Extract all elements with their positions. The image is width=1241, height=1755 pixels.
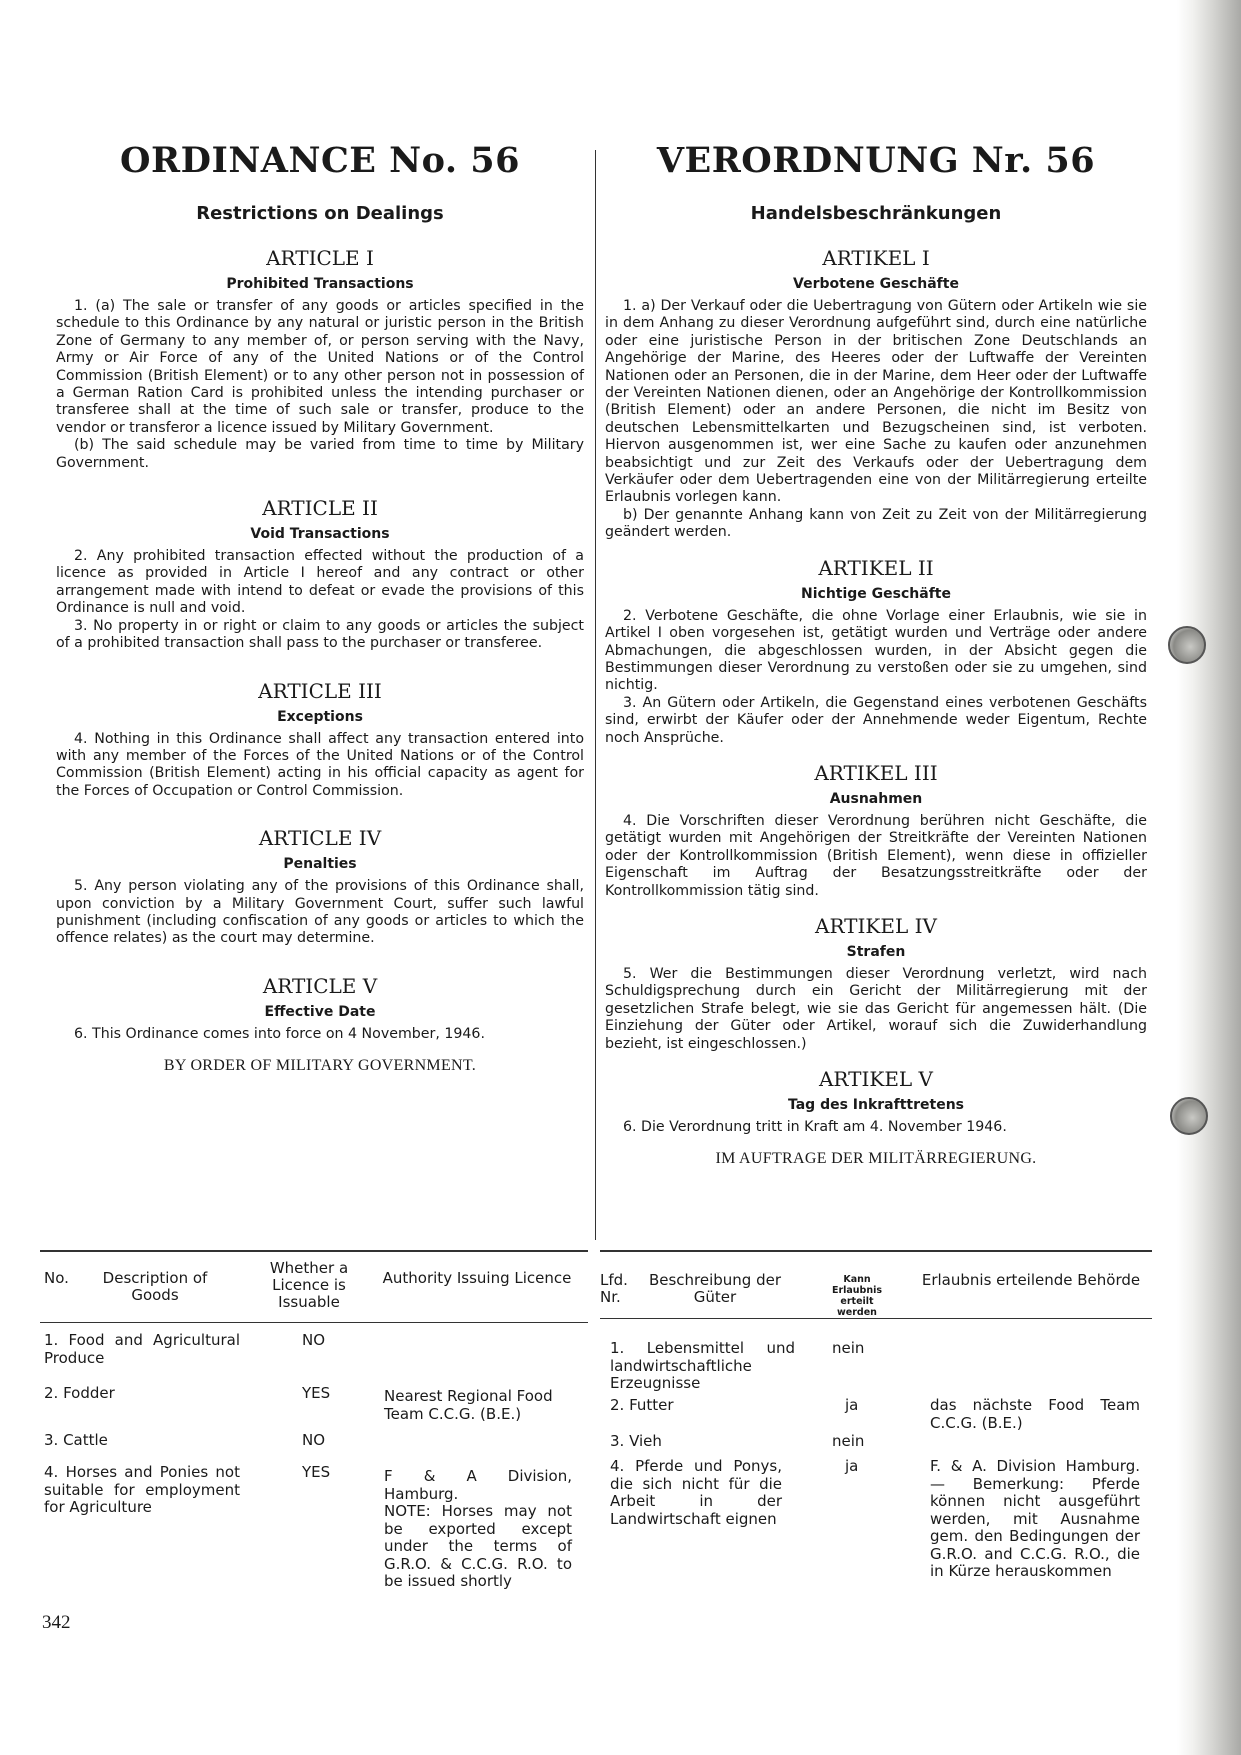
- table-header: Authority Issuing Licence: [382, 1269, 572, 1287]
- table-cell-authority: Nearest Regional Food Team C.C.G. (B.E.): [384, 1387, 553, 1423]
- english-schedule-table: [40, 1250, 588, 1610]
- article-heading: ARTICLE III: [258, 678, 382, 703]
- table-cell-issuable: YES: [302, 1463, 331, 1481]
- article-heading: ARTIKEL V: [818, 1067, 933, 1091]
- table-cell-description: 4. Horses and Ponies not suitable for employment for Agriculture: [44, 1463, 240, 1516]
- article-subheading: Prohibited Transactions: [226, 276, 414, 292]
- order-signature: BY ORDER OF MILITARY GOVERNMENT.: [163, 1057, 477, 1075]
- table-header: Erlaubnis erteilende Behörde: [921, 1271, 1141, 1289]
- table-cell-authority: F. & A. Division Hamburg. — Bemerkung: Pferde können nicht ausgeführt werden, mit Ausnahme gem. den Bedingungen der G.R.O. and C.C.G. R.O., die in Kürze herauskommen: [930, 1457, 1140, 1580]
- table-header: Whether a Licence is Issuable: [269, 1259, 349, 1311]
- table-cell-issuable: ja: [845, 1396, 859, 1414]
- english-title: ORDINANCE No. 56: [120, 140, 520, 181]
- table-rule: [40, 1250, 588, 1252]
- article-paragraph: 6. This Ordinance comes into force on 4 November, 1946.: [74, 1025, 485, 1042]
- table-header: Beschreibung der Güter: [648, 1271, 782, 1306]
- order-signature: IM AUFTRAGE DER MILITÄRREGIERUNG.: [715, 1150, 1037, 1168]
- article-subheading: Strafen: [846, 943, 906, 960]
- article-subheading: Exceptions: [277, 708, 363, 725]
- article-paragraph: 6. Die Verordnung tritt in Kraft am 4. November 1946.: [623, 1119, 1007, 1135]
- table-cell-description: 2. Futter: [610, 1396, 674, 1414]
- article-paragraph: 3. An Gütern oder Artikeln, die Gegenstand eines verbotenen Geschäfts sind, erwirbt der Käufer oder der Annehmende weder Eigentum, Rechte noch Ansprüche.: [605, 694, 1147, 746]
- article-heading: ARTICLE IV: [258, 826, 382, 851]
- article-heading: ARTIKEL III: [814, 760, 938, 785]
- article-paragraph: 5. Wer die Bestimmungen dieser Verordnung verletzt, wird nach Schuldigsprechung durch ein Gericht der Militärregierung mit der gesetzlichen Strafe belegt, wie sie das Gericht für angemessen hält. (Die Einziehung der Güter oder Artikel, worauf sich die Zuwiderhandlung bezieht, ist eingeschlossen.): [605, 965, 1147, 1052]
- table-cell-issuable: nein: [832, 1339, 865, 1357]
- table-cell-description: 4. Pferde und Ponys, die sich nicht für die Arbeit in der Landwirtschaft eignen: [610, 1457, 782, 1528]
- table-cell-authority: F & A Division, Hamburg.: [384, 1467, 572, 1503]
- article-subheading: Nichtige Geschäfte: [801, 585, 951, 602]
- table-rule: [600, 1250, 1152, 1252]
- english-column: [56, 140, 584, 1075]
- article-paragraph: 3. No property in or right or claim to any goods or articles the subject of a prohibited transaction shall pass to the purchaser or transferee.: [56, 617, 584, 652]
- column-divider: [595, 150, 596, 1240]
- article-subheading: Effective Date: [264, 1003, 376, 1020]
- table-cell-description: 2. Fodder: [44, 1384, 115, 1402]
- table-rule: [600, 1318, 1152, 1319]
- binding-hole-icon: [1170, 1097, 1208, 1135]
- german-title: VERORDNUNG Nr. 56: [656, 140, 1096, 181]
- article-heading: ARTICLE V: [262, 973, 378, 998]
- article-heading: ARTICLE II: [262, 496, 378, 521]
- article-paragraph: 2. Verbotene Geschäfte, die ohne Vorlage einer Erlaubnis, wie sie in Artikel I oben vorgesehen ist, getätigt wurden und Verträge oder andere Abmachungen, die abgeschlossen wurden, in der Absicht gegen die Bestimmungen dieser Verordnung zu verstoßen oder sie zu umgehen, sind nichtig.: [605, 607, 1147, 694]
- article-heading: ARTIKEL I: [822, 246, 930, 270]
- article-paragraph: 4. Nothing in this Ordinance shall affect any transaction entered into with any member of the Forces of the United Nations or of the Control Commission (British Element) acting in his official capacity as agent for the Forces of Occupation or Control Commission.: [56, 730, 584, 799]
- article-paragraph: 1. a) Der Verkauf oder die Uebertragung von Gütern oder Artikeln wie sie in dem Anhang zu dieser Verordnung aufgeführt sind, durch eine natürliche oder eine juristische Person in der britischen Zone Deutschlands an Angehörige der Marine, des Heeres oder der Luftwaffe der Vereinten Nationen oder an Personen, die in der Marine, dem Heer oder der Luftwaffe der Vereinten Nationen dienen, oder an Angehörige der Kontrollkommission (British Element) oder an andere Personen, die nicht im Besitz von deutschen Lebensmittelkarten und Bezugscheinen sind, ist verboten. Hiervon ausgenommen ist, wer eine Sache zu kaufen oder anzunehmen beabsichtigt und zur Zeit des Verkaufs oder der Uebertragung dem Verkäufer oder dem Uebertragenden eine von der Militärregierung erteilte Erlaubnis vorlegen kann.: [605, 298, 1147, 506]
- table-cell-authority: das nächste Food Team C.C.G. (B.E.): [930, 1396, 1140, 1432]
- table-header: No.: [44, 1269, 69, 1287]
- table-cell-description: 3. Vieh: [610, 1432, 662, 1450]
- article-subheading: Verbotene Geschäfte: [793, 276, 959, 292]
- article-paragraph: (b) The said schedule may be varied from time to time by Military Government.: [56, 437, 584, 471]
- article-subheading: Penalties: [283, 856, 357, 873]
- article-paragraph: 2. Any prohibited transaction effected without the production of a licence as provided in Article I hereof and any contract or other arrangement made with intend to defeat or evade the provisions of this Ordinance is null and void.: [56, 548, 584, 617]
- article-heading: ARTIKEL IV: [815, 913, 937, 938]
- article-paragraph: 1. (a) The sale or transfer of any goods or articles specified in the schedule to this Ordinance by any natural or juristic person in the British Zone of Germany to any member of, or person serving with the Navy, Army or Air Force of any of the United Nations or of the Control Commission (British Element) or to any other person not in possession of a German Ration Card is prohibited unless the intending purchaser or transferee shall at the time of such sale or transfer, produce to the vendor or transferor a licence issued by Military Government.: [56, 298, 584, 436]
- article-heading: ARTICLE I: [266, 246, 374, 270]
- german-schedule-table: [600, 1250, 1152, 1610]
- article-paragraph: 4. Die Vorschriften dieser Verordnung berühren nicht Geschäfte, die getätigt wurden mit Angehörigen der Streitkräfte der Vereinten Nationen oder der Kontrollkommission (British Element), wenn diese in offizieller Eigenschaft im Auftrag der Besatzungsstreitkräfte oder der Kontrollkommission tätig sind.: [605, 812, 1147, 899]
- article-subheading: Ausnahmen: [829, 790, 923, 807]
- table-cell-description: 1. Lebensmittel und landwirtschaftliche Erzeugnisse: [610, 1339, 795, 1392]
- article-subheading: Void Transactions: [250, 526, 390, 543]
- english-subtitle: Restrictions on Dealings: [196, 203, 444, 224]
- table-rule: [40, 1322, 588, 1323]
- page-number: 342: [42, 1612, 71, 1633]
- german-subtitle: Handelsbeschränkungen: [750, 203, 1002, 224]
- article-paragraph: 5. Any person violating any of the provisions of this Ordinance shall, upon conviction by a Military Government Court, suffer such lawful punishment (including confiscation of any goods or articles to which the offence relates) as the court may determine.: [56, 878, 584, 947]
- german-column: [605, 140, 1147, 1168]
- table-cell-issuable: YES: [302, 1384, 331, 1402]
- article-heading: ARTIKEL II: [818, 555, 934, 580]
- article-subheading: Tag des Inkrafttretens: [787, 1097, 964, 1113]
- table-cell-issuable: NO: [302, 1431, 326, 1449]
- table-header: Description of Goods: [102, 1269, 208, 1304]
- table-cell-issuable: ja: [845, 1457, 859, 1475]
- table-header: Lfd. Nr.: [600, 1271, 628, 1306]
- table-cell-description: 1. Food and Agricultural Produce: [44, 1331, 240, 1367]
- binding-hole-icon: [1168, 626, 1206, 664]
- table-cell-issuable: nein: [832, 1432, 865, 1450]
- table-cell-note: NOTE: Horses may not be exported except under the terms of G.R.O. & C.C.G. R.O. to be issued shortly: [384, 1502, 572, 1590]
- table-cell-description: 3. Cattle: [44, 1431, 108, 1449]
- scanned-page-edge: [1177, 0, 1241, 1755]
- table-cell-issuable: NO: [302, 1331, 326, 1349]
- table-header: Kann Erlaubnis erteilt werden: [831, 1274, 883, 1318]
- article-paragraph: b) Der genannte Anhang kann von Zeit zu Zeit von der Militärregierung geändert werden.: [605, 506, 1147, 541]
